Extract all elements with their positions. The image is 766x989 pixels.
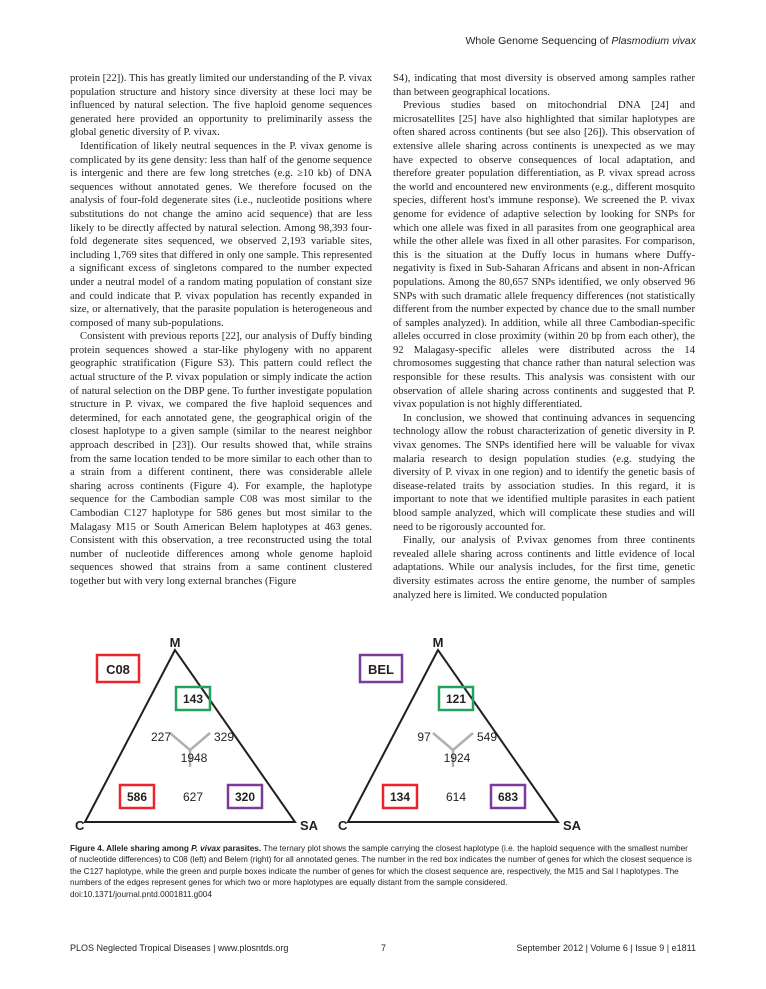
green-count: 143 [182, 692, 204, 706]
left-paragraph-3: Consistent with previous reports [22], our analysis of Duffy binding protein sequences showed a star-like phylogeny with no apparent geographic stratification (Figure S3). This pattern could reflect the actual structure of the P. vivax population or simply indicate the action of natural selection on the DBP gene. To further investigate population structure in P. vivax, we compared the five haploid sequences and determined, for each annotated gene, the geographical origin of the closest haplotype to a given sample (similar to the nearest neighbor approach described in [23]). Our results showed that, while strains from the same location tended to be more similar to each other than to a strain from a different continent, there was considerable allele sharing across continents (Figure 4). For example, the haplotype sequence for the Cambodian sample C08 was most similar to the Cambodian C127 haplotype for 586 genes but most similar to the Malagasy M15 or South American Belem haplotypes at 463 genes. Consistent with this observation, a tree reconstructed using the total number of nucleotide differences among whole genome haploid sequences showed that strains from a same continent clustered together but with very long external branches (Figure [70, 331, 372, 587]
purple-count: 683 [497, 790, 519, 804]
right-column [393, 72, 695, 602]
edge-bottom-count: 614 [445, 790, 467, 804]
footer-journal: PLOS Neglected Tropical Diseases | www.plosntds.org [70, 943, 289, 953]
green-count: 121 [445, 692, 467, 706]
purple-count: 320 [234, 790, 256, 804]
red-count: 586 [126, 790, 148, 804]
right-paragraph-4: Finally, our analysis of P.vivax genomes from three continents revealed allele sharing across continents and little evidence of local adaptations. While our analysis includes, for the first time, genetic diversity estimates across the entire genome, the number of samples analyzed here is limited. We conducted population [393, 535, 695, 601]
ternary-plot-c08 [75, 635, 319, 833]
footer-issue: September 2012 | Volume 6 | Issue 9 | e1811 [516, 943, 696, 953]
center-count: 1948 [180, 751, 208, 765]
right-paragraph-3: In conclusion, we showed that continuing advances in sequencing technology allow the robust characterization of genetic diversity in P. vivax genomes. The SNPs identified here will be valuable for vivax malaria research to design population studies (e.g. studying the diversity of P. vivax in one region) and to identify the genetic basis of disease-related traits by association studies. In this regard, it is important to note that we identified multiple parasites in each patient blood sample analyzed, which will complicate these studies and will need to be rigorously accounted for. [393, 412, 695, 533]
figure-caption [70, 843, 696, 900]
left-paragraph-2: Identification of likely neutral sequences in the P. vivax genome is complicated by its gene density: less than half of the genome sequence is intergenic and there are few long stretches (e.g. ≥10 kb) of DNA sequences without annotated genes. We therefore focused on the analysis of four-fold degenerate sites (i.e., nucleotide positions where substitutions do not change the amino acid sequence) that are less likely to be directly affected by natural selection. Among 98,393 four-fold degenerate sites sequenced, we observed 2,193 variable sites, including 1,769 sites that differed in only one sample. This represented a significant excess of singletons compared to the number expected under a neutral model of a random mating population of constant size and could indicate that P. vivax population has recently expanded in size, or alternatively, that the parasite population is heterogeneous and composed of many sub-populations. [70, 140, 372, 329]
edge-bottom-count: 627 [182, 790, 204, 804]
running-header [465, 35, 696, 47]
sample-label: C08 [106, 662, 130, 677]
caption-text: The ternary plot shows the sample carrying the closest haplotype (i.e. the haploid sequence with the smallest number of nucleotide differences) to C08 (left) and Belem (right) for all annotated genes. The number in the red box indicates the number of genes for which the closest sequence is the C127 haplotype, while the green and purple boxes indicate the number of genes for which the closest sequence are, respectively, the M15 and Sal I haplotypes. The numbers of the edges represent genes for which two or more haplotypes are equally distant from the sample considered. [70, 844, 692, 888]
running-title-species: Plasmodium vivax [611, 35, 696, 47]
right-paragraph-2: Previous studies based on mitochondrial DNA [24] and microsatellites [25] have also highlighted that similar haplotypes are often shared across continents (but see also [26]). This observation of extensive allele sharing across continents is unexpected as we may have expected to observe consequences of local adaptation, and therefore greater population differentiation, as P. vivax spread across the world and encountered new environments (e.g., different mosquito species, different host's immune response). We screened the P. vivax genome for evidence of adaptive selection by looking for SNPs for which one allele was fixed in all parasites from one geographical area while the other allele was fixed in all other parasites. For comparison, this is the situation at the Duffy locus in humans where Duffy-negativity is fixed in Sub-Saharan Africans and absent in non-African populations. Among the 80,657 SNPs identified, we only observed 96 SNPs with such dramatic allele frequency differences (not statistically different from the number expected by chance due to the small number of samples analyzed). In addition, while all three Cambodian-specific alleles occurred in close proximity (within 20 bp from each other), the 92 Malagasy-specific alleles were distributed across the 14 chromosomes suggesting that chance rather than natural selection was responsible for these results. This analysis was consistent with our observation of allele sharing across continents and suggested that P. vivax population is not highly differentiated. [393, 100, 695, 411]
right-paragraph-1: S4), indicating that most diversity is observed among samples rather than between geographical locations. [393, 73, 695, 98]
vertex-sa-label: SA [300, 818, 319, 833]
vertex-sa-label: SA [563, 818, 582, 833]
footer-page-number: 7 [381, 943, 387, 953]
left-paragraph-1: protein [22]). This has greatly limited our understanding of the P. vivax population structure and history since diversity at these loci may be influenced by natural selection. The five haploid genome sequences generated here provided an opportunity to preliminarily assess the global genetic diversity of P. vivax. [70, 73, 372, 139]
vertex-m-label: M [432, 635, 444, 650]
caption-doi: doi:10.1371/journal.pntd.0001811.g004 [70, 889, 212, 899]
vertex-c-label: C [75, 818, 85, 833]
edge-left-count: 97 [417, 730, 431, 744]
sample-label: BEL [368, 662, 394, 677]
center-count: 1924 [443, 751, 471, 765]
figure-4 [70, 635, 696, 840]
ternary-plot-bel [338, 635, 582, 833]
caption-label: Figure 4. Allele sharing among P. vivax parasites. [70, 844, 262, 853]
vertex-m-label: M [169, 635, 181, 650]
ternary-plots [70, 635, 696, 840]
vertex-c-label: C [338, 818, 348, 833]
left-column [70, 72, 372, 589]
red-count: 134 [389, 790, 411, 804]
edge-right-count: 329 [213, 730, 235, 744]
edge-right-count: 549 [476, 730, 498, 744]
running-title: Whole Genome Sequencing of [465, 35, 612, 47]
edge-left-count: 227 [150, 730, 172, 744]
